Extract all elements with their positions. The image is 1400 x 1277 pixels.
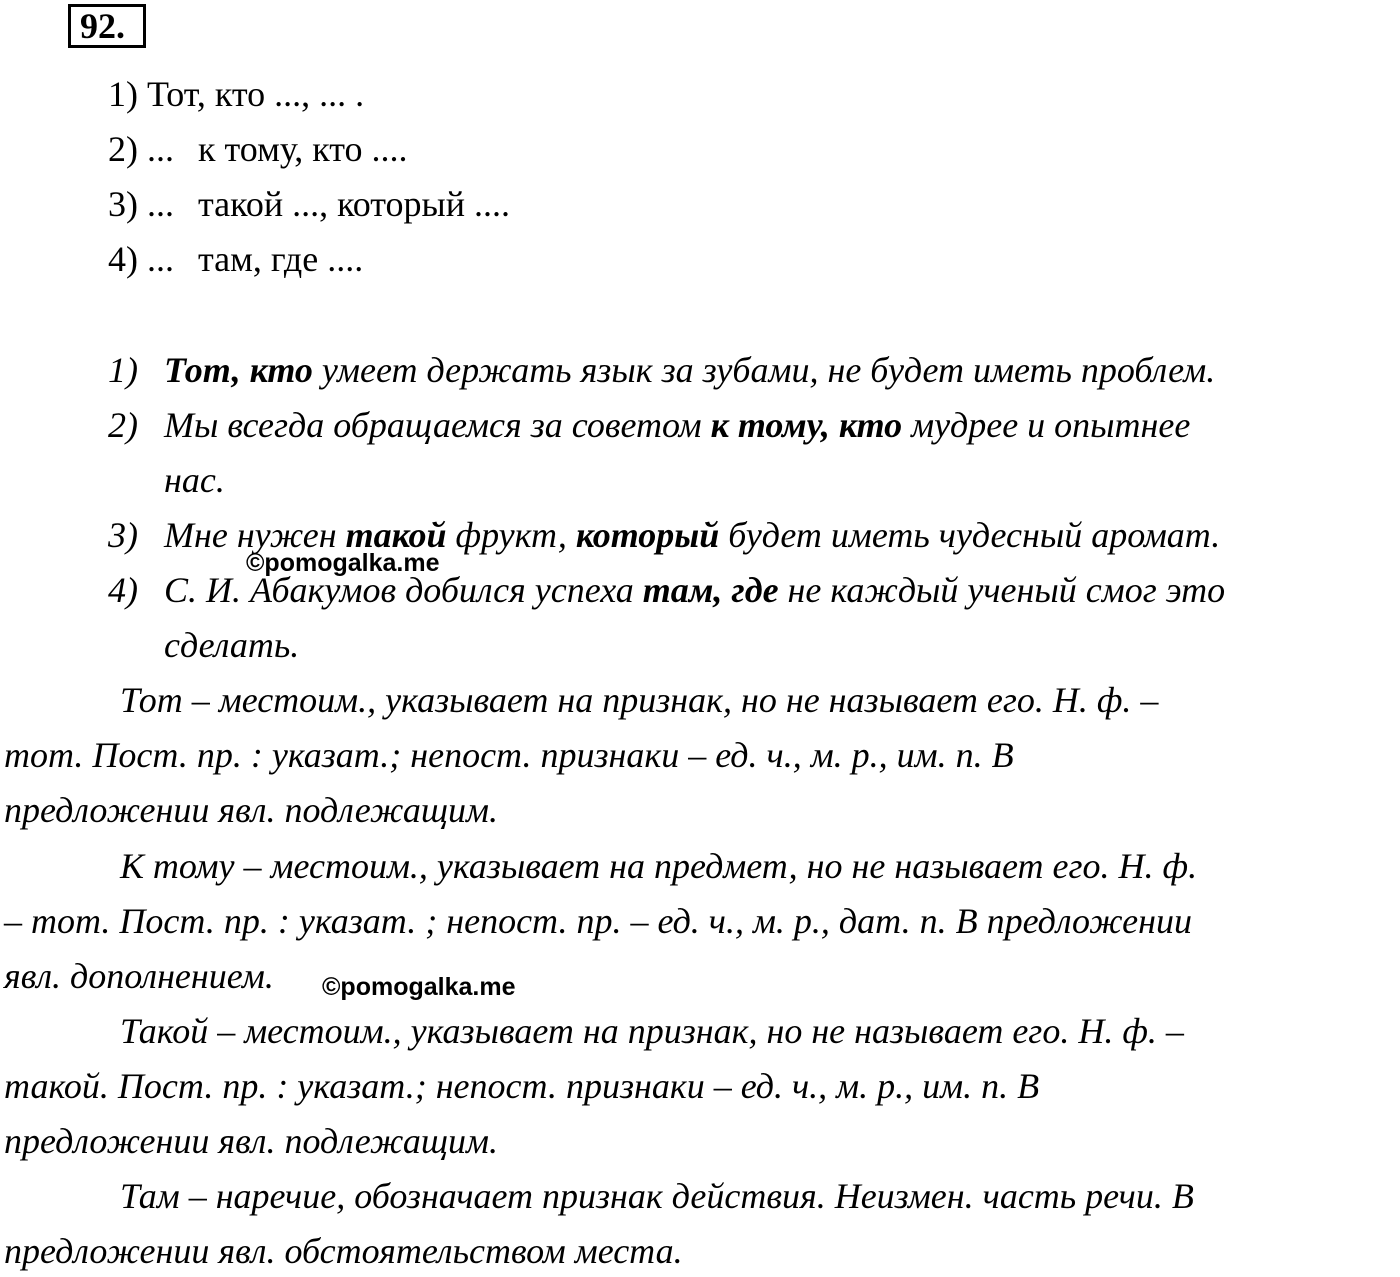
answer-1: 1) Тот, кто умеет держать язык за зубами, не будет иметь проблем. [108, 350, 1216, 390]
answer-2-continuation: нас. [164, 460, 225, 500]
watermark-text: ©pomogalka.me [322, 973, 516, 1001]
analysis-1-line-1: Тот – местоим., указывает на признак, но не называет его. Н. ф. – [120, 680, 1159, 720]
template-2: 2) ... к тому, кто .... [108, 129, 408, 169]
answer-4-continuation: сделать. [164, 625, 300, 665]
template-1: 1) Тот, кто ..., ... . [108, 74, 365, 114]
analysis-3-line-3: предложении явл. подлежащим. [4, 1121, 499, 1161]
analysis-3-line-1: Такой – местоим., указывает на признак, но не называет его. Н. ф. – [120, 1011, 1184, 1051]
template-3: 3) ... такой ..., который .... [108, 184, 510, 224]
analysis-3-line-2: такой. Пост. пр. : указат.; непост. признаки – ед. ч., м. р., им. п. В [4, 1066, 1040, 1106]
exercise-number: 92. [68, 4, 146, 48]
analysis-2-line-2: – тот. Пост. пр. : указат. ; непост. пр. – ед. ч., м. р., дат. п. В предложении [4, 901, 1192, 941]
analysis-1-line-3: предложении явл. подлежащим. [4, 790, 499, 830]
answer-4: 4) С. И. Абакумов добился успеха там, где не каждый ученый смог это [108, 570, 1226, 610]
analysis-4-line-2: предложении явл. обстоятельством места. [4, 1231, 683, 1271]
watermark-text: ©pomogalka.me [246, 549, 440, 577]
analysis-2-line-3: явл. дополнением. [4, 956, 274, 996]
analysis-4-line-1: Там – наречие, обозначает признак действия. Неизмен. часть речи. В [120, 1176, 1194, 1216]
analysis-1-line-2: тот. Пост. пр. : указат.; непост. признаки – ед. ч., м. р., им. п. В [4, 735, 1014, 775]
analysis-2-line-1: К тому – местоим., указывает на предмет, но не называет его. Н. ф. [120, 846, 1198, 886]
template-4: 4) ... там, где .... [108, 239, 364, 279]
answer-2: 2) Мы всегда обращаемся за советом к тому, кто мудрее и опытнее [108, 405, 1191, 445]
answer-3: 3) Мне нужен такой фрукт, который будет иметь чудесный аромат. [108, 515, 1221, 555]
